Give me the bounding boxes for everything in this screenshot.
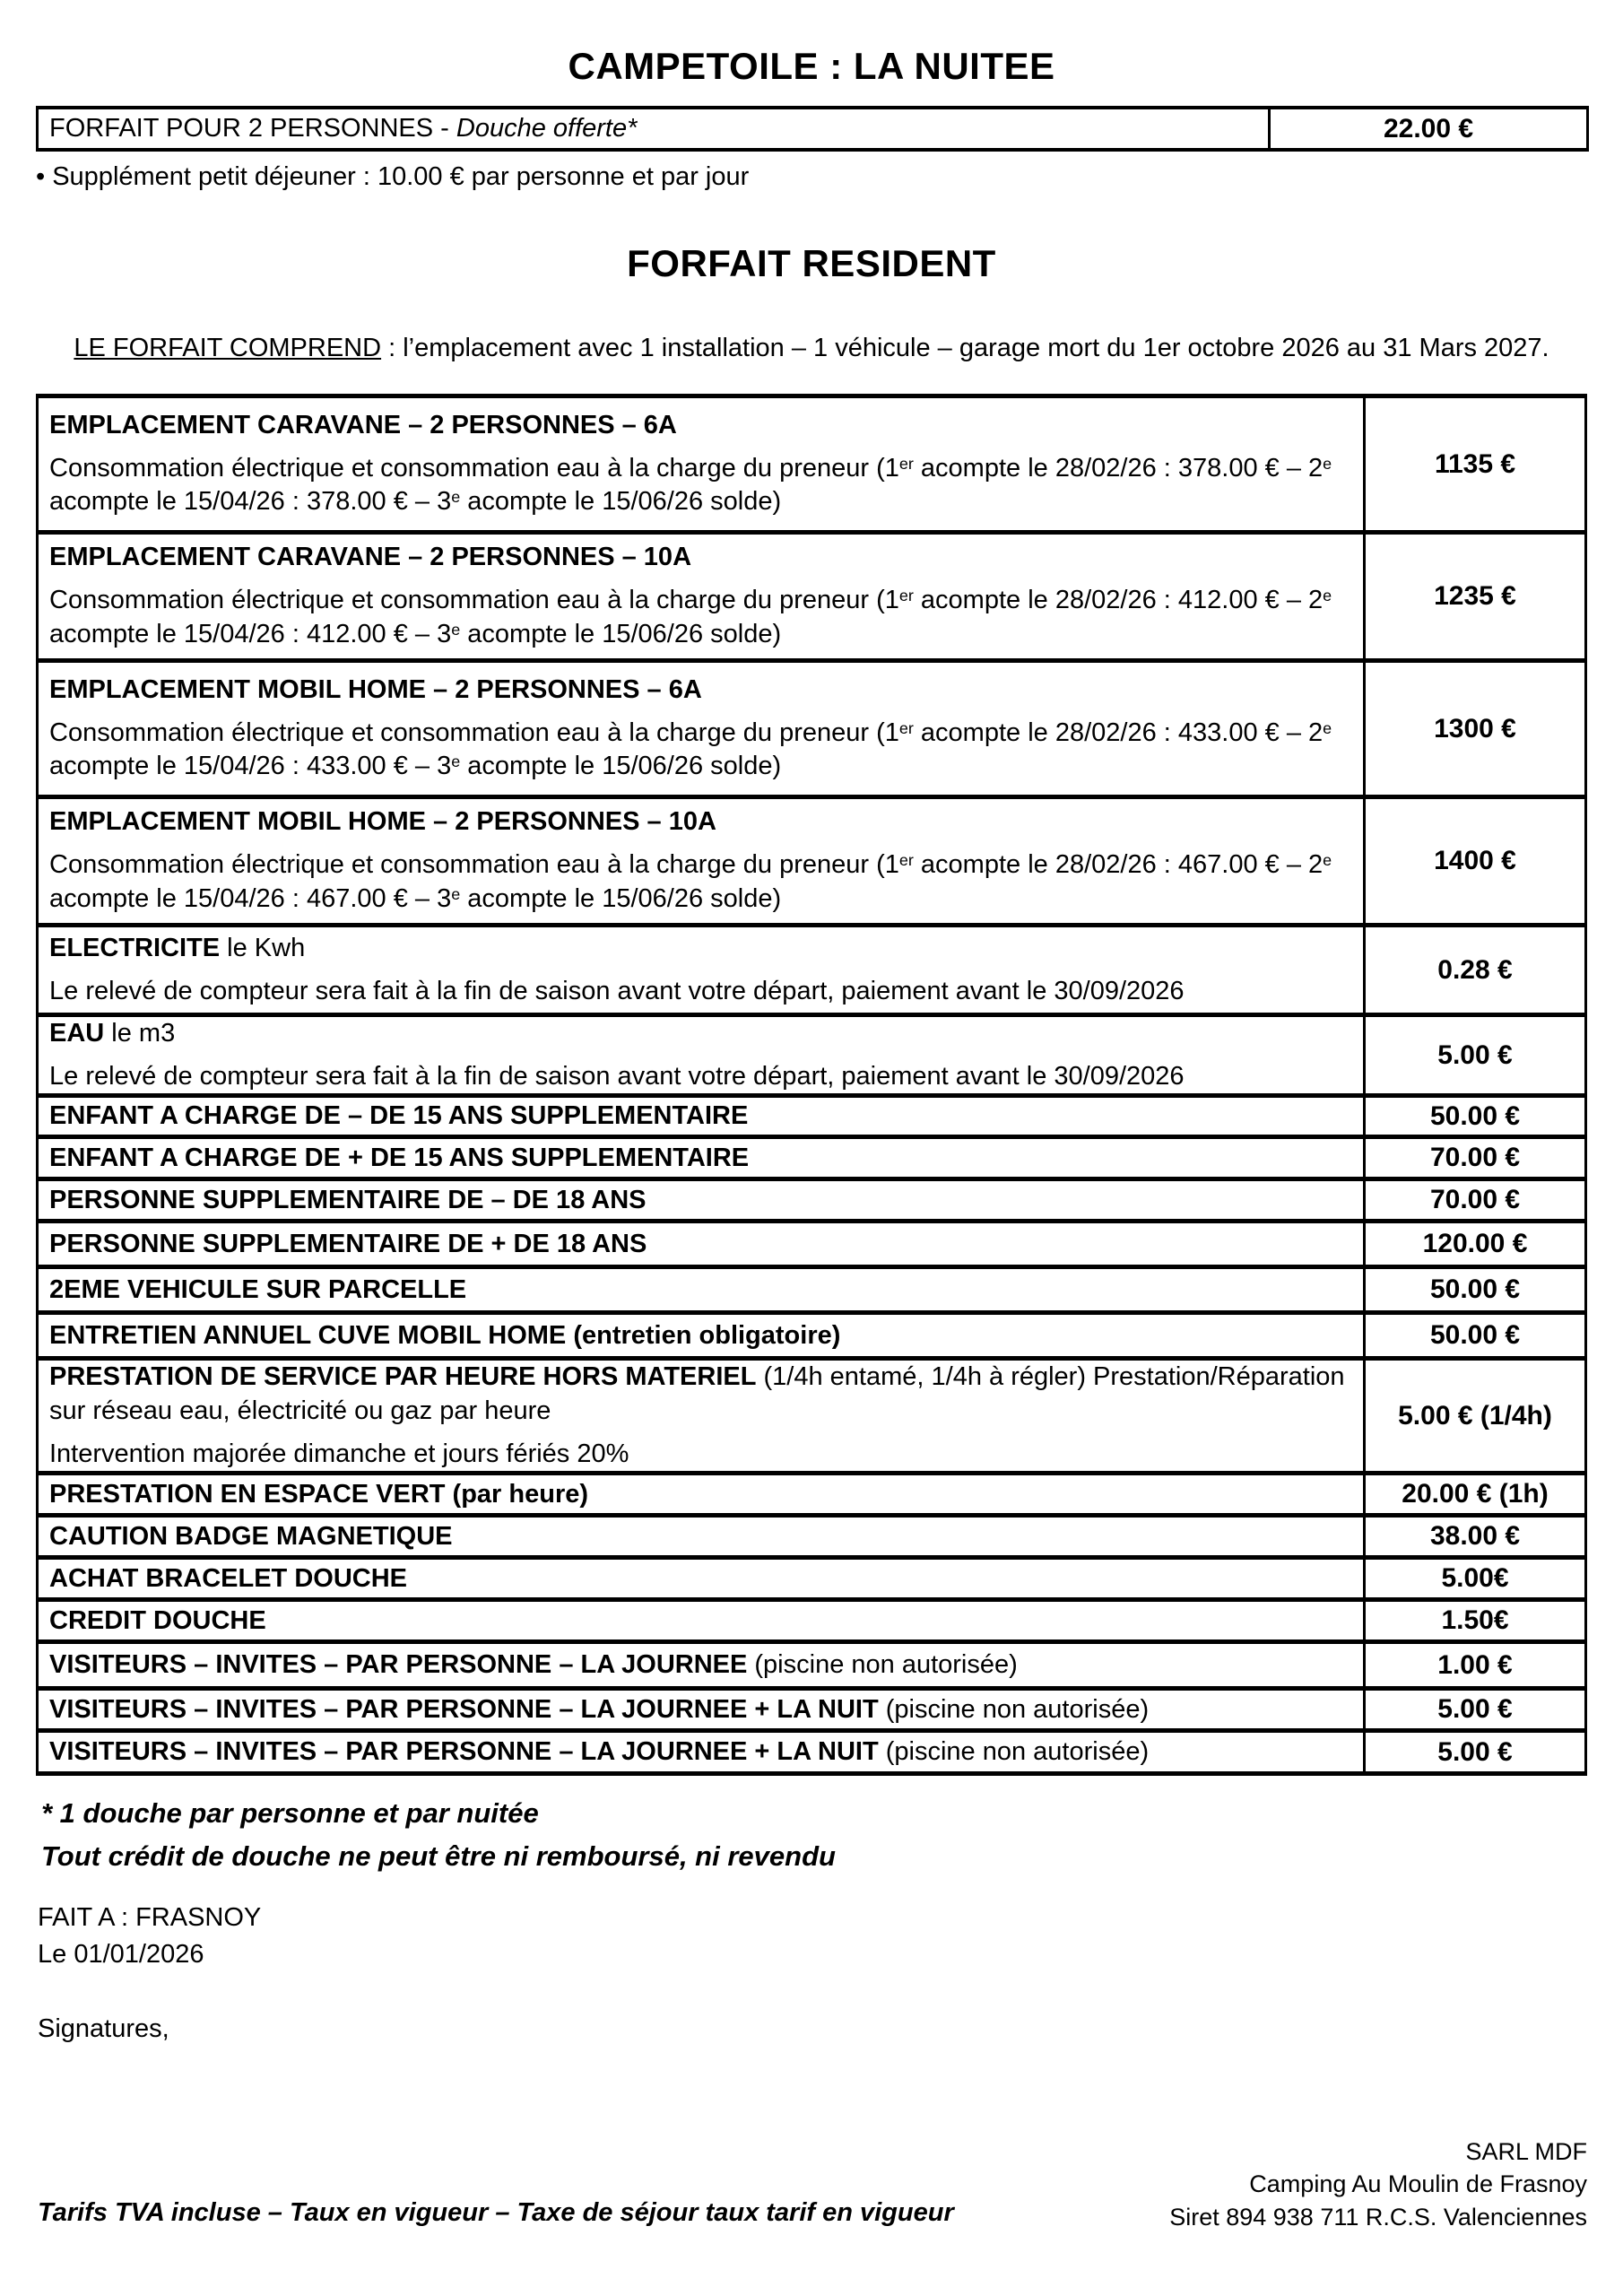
row-price: 120.00 €	[1365, 1222, 1586, 1267]
row-description: ENTRETIEN ANNUEL CUVE MOBIL HOME (entretien obligatoire)	[38, 1313, 1365, 1359]
row-description: PERSONNE SUPPLEMENTAIRE DE + DE 18 ANS	[38, 1222, 1365, 1267]
row-description: 2EME VEHICULE SUR PARCELLE	[38, 1267, 1365, 1313]
tax-note: Tarifs TVA incluse – Taux en vigueur – Taxe de séjour taux tarif en vigueur	[38, 2198, 954, 2227]
row-price: 1400 €	[1365, 797, 1586, 926]
footnote-shower: * 1 douche par personne et par nuitée	[41, 1797, 539, 1830]
table-row	[38, 1516, 1586, 1558]
row-description: PRESTATION DE SERVICE PAR HEURE HORS MATERIEL (1/4h entamé, 1/4h à régler) Prestation/Réparation sur réseau eau, électricité ou gaz par heure Intervention majorée dimanche et jours fériés 20%	[38, 1359, 1365, 1474]
company-siret: Siret 894 938 711 R.C.S. Valenciennes	[1169, 2203, 1587, 2231]
company-address: Camping Au Moulin de Frasnoy	[1249, 2170, 1587, 2198]
company-block	[1169, 2135, 1587, 2233]
forfait-includes-label: LE FORFAIT COMPREND	[74, 334, 382, 362]
issued-block	[38, 1900, 1623, 1972]
row-description: EAU le m3 Le relevé de compteur sera fait à la fin de saison avant votre départ, paiement avant le 30/09/2026	[38, 1015, 1365, 1096]
table-row	[38, 396, 1586, 533]
row-description: ACHAT BRACELET DOUCHE	[38, 1558, 1365, 1600]
row-price: 5.00€	[1365, 1558, 1586, 1600]
row-description: ENFANT A CHARGE DE + DE 15 ANS SUPPLEMENTAIRE	[38, 1137, 1365, 1179]
table-row	[38, 1359, 1586, 1474]
row-description: EMPLACEMENT MOBIL HOME – 2 PERSONNES – 10A Consommation électrique et consommation eau à la charge du preneur (1er acompte le 28/02/26 : 467.00 € – 2e acompte le 15/04/26 : 467.00 € – 3e acompte le 15/06/26 solde)	[38, 797, 1365, 926]
row-price: 5.00 €	[1365, 1689, 1586, 1731]
table-row	[38, 533, 1586, 661]
row-price: 20.00 € (1h)	[1365, 1474, 1586, 1516]
signatures-label: Signatures,	[38, 2013, 169, 2043]
row-price: 1300 €	[1365, 661, 1586, 797]
resident-section-title: FORFAIT RESIDENT	[627, 242, 996, 284]
nightly-forfait-label	[39, 109, 1268, 148]
row-description: PERSONNE SUPPLEMENTAIRE DE – DE 18 ANS	[38, 1179, 1365, 1222]
row-description: VISITEURS – INVITES – PAR PERSONNE – LA JOURNEE + LA NUIT (piscine non autorisée)	[38, 1689, 1365, 1731]
row-price: 1135 €	[1365, 396, 1586, 533]
table-row	[38, 1179, 1586, 1222]
row-description: EMPLACEMENT CARAVANE – 2 PERSONNES – 6A Consommation électrique et consommation eau à la charge du preneur (1er acompte le 28/02/26 : 378.00 € – 2e acompte le 15/04/26 : 378.00 € – 3e acompte le 15/06/26 solde)	[38, 396, 1365, 533]
row-price: 5.00 €	[1365, 1731, 1586, 1774]
row-price: 50.00 €	[1365, 1313, 1586, 1359]
table-row	[38, 1689, 1586, 1731]
row-price: 1.50€	[1365, 1600, 1586, 1642]
row-price: 50.00 €	[1365, 1267, 1586, 1313]
row-price: 0.28 €	[1365, 926, 1586, 1015]
row-description: CAUTION BADGE MAGNETIQUE	[38, 1516, 1365, 1558]
forfait-includes	[0, 334, 1623, 363]
company-name: SARL MDF	[1465, 2137, 1587, 2165]
table-row	[38, 1474, 1586, 1516]
page-title: CAMPETOILE : LA NUITEE	[568, 45, 1055, 87]
breakfast-note: • Supplément petit déjeuner : 10.00 € par personne et par jour	[36, 162, 750, 191]
nightly-rate-table	[36, 106, 1589, 152]
table-row	[38, 1267, 1586, 1313]
row-price: 1.00 €	[1365, 1642, 1586, 1689]
row-description: EMPLACEMENT MOBIL HOME – 2 PERSONNES – 6A Consommation électrique et consommation eau à la charge du preneur (1er acompte le 28/02/26 : 433.00 € – 2e acompte le 15/04/26 : 433.00 € – 3e acompte le 15/06/26 solde)	[38, 661, 1365, 797]
table-row	[38, 1096, 1586, 1137]
row-price: 5.00 €	[1365, 1015, 1586, 1096]
row-price: 70.00 €	[1365, 1137, 1586, 1179]
table-row	[38, 1600, 1586, 1642]
table-row	[38, 661, 1586, 797]
table-row	[38, 1558, 1586, 1600]
row-description: EMPLACEMENT CARAVANE – 2 PERSONNES – 10A Consommation électrique et consommation eau à la charge du preneur (1er acompte le 28/02/26 : 412.00 € – 2e acompte le 15/04/26 : 412.00 € – 3e acompte le 15/06/26 solde)	[38, 533, 1365, 661]
table-row	[38, 797, 1586, 926]
nightly-forfait-label-main: FORFAIT POUR 2 PERSONNES -	[49, 114, 456, 143]
table-row	[38, 1313, 1586, 1359]
price-table	[36, 394, 1587, 1776]
row-description: VISITEURS – INVITES – PAR PERSONNE – LA JOURNEE + LA NUIT (piscine non autorisée)	[38, 1731, 1365, 1774]
row-description: VISITEURS – INVITES – PAR PERSONNE – LA JOURNEE (piscine non autorisée)	[38, 1642, 1365, 1689]
row-price: 38.00 €	[1365, 1516, 1586, 1558]
table-row	[38, 1137, 1586, 1179]
row-description: PRESTATION EN ESPACE VERT (par heure)	[38, 1474, 1365, 1516]
footnote-credit: Tout crédit de douche ne peut être ni remboursé, ni revendu	[41, 1840, 836, 1873]
row-price: 70.00 €	[1365, 1179, 1586, 1222]
forfait-includes-text: : l’emplacement avec 1 installation – 1 véhicule – garage mort du 1er octobre 2026 au 31 Mars 2027.	[381, 334, 1549, 362]
issued-date: Le 01/01/2026	[38, 1940, 204, 1970]
row-price: 5.00 € (1/4h)	[1365, 1359, 1586, 1474]
row-description: ELECTRICITE le Kwh Le relevé de compteur sera fait à la fin de saison avant votre départ, paiement avant le 30/09/2026	[38, 926, 1365, 1015]
table-row	[38, 1222, 1586, 1267]
row-price: 1235 €	[1365, 533, 1586, 661]
row-price: 50.00 €	[1365, 1096, 1586, 1137]
row-description: CREDIT DOUCHE	[38, 1600, 1365, 1642]
issued-place: FAIT A : FRASNOY	[38, 1903, 262, 1933]
table-row	[38, 926, 1586, 1015]
nightly-forfait-label-italic: Douche offerte*	[456, 114, 638, 143]
table-row	[38, 1731, 1586, 1774]
table-row	[38, 1015, 1586, 1096]
table-row	[38, 1642, 1586, 1689]
footnotes	[41, 1797, 1587, 1873]
nightly-forfait-price: 22.00 €	[1268, 109, 1586, 148]
row-description: ENFANT A CHARGE DE – DE 15 ANS SUPPLEMENTAIRE	[38, 1096, 1365, 1137]
